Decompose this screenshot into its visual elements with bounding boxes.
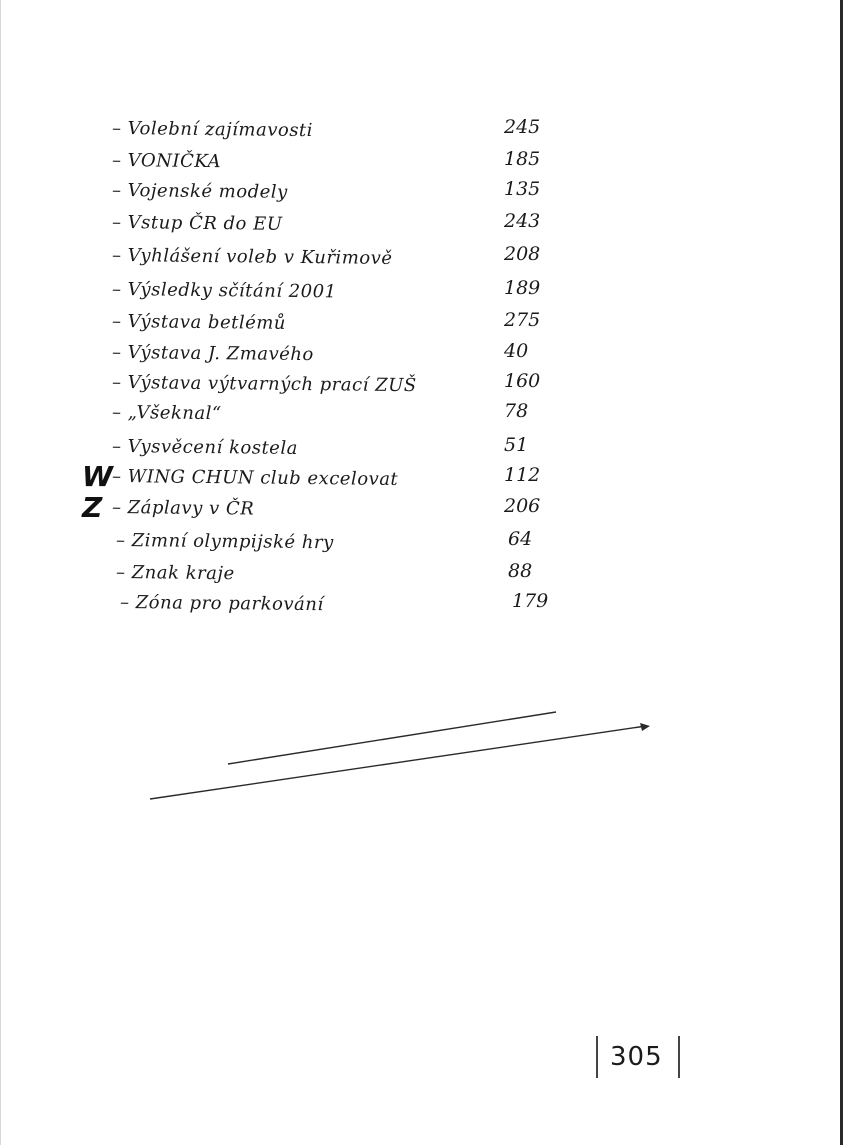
index-letter: W <box>82 460 113 493</box>
entry-label: – WING CHUN club excelovat <box>111 466 399 490</box>
entry-page: 40 <box>504 340 529 362</box>
entry-page: 78 <box>504 400 529 422</box>
page-number-stamp <box>596 1036 680 1078</box>
entry-label: – Vyhlášení voleb v Kuřimově <box>111 245 393 269</box>
page-number: 305 <box>610 1042 663 1072</box>
index-letter: Z <box>82 491 103 524</box>
entry-page: 160 <box>504 370 541 392</box>
entry-page: 206 <box>504 495 541 517</box>
entry-label: – Výstava J. Zmavého <box>111 342 314 366</box>
entry-label: – „Všeknal“ <box>111 402 222 425</box>
entry-page: 243 <box>504 210 541 232</box>
entry-label: – Výstava betlémů <box>111 311 287 334</box>
entry-label: – Vojenské modely <box>111 180 288 203</box>
entry-label: – Volební zajímavosti <box>111 118 314 142</box>
arrowhead-icon <box>640 723 650 731</box>
entry-page: 51 <box>504 434 529 456</box>
entry-page: 64 <box>508 528 533 550</box>
closing-line-upper <box>228 712 556 764</box>
entry-label: – Výstava výtvarných prací ZUŠ <box>111 372 417 397</box>
entry-page: 112 <box>504 464 541 486</box>
entry-label: – Vstup ČR do EU <box>111 212 283 235</box>
entry-page: 179 <box>512 590 549 612</box>
entry-label: – Vysvěcení kostela <box>111 436 298 459</box>
entry-page: 135 <box>504 178 541 200</box>
entry-label: – Záplavy v ČR <box>111 497 255 520</box>
entry-label: – Zóna pro parkování <box>119 592 324 616</box>
entry-page: 245 <box>504 116 541 138</box>
entry-page: 208 <box>504 243 541 265</box>
entry-page: 189 <box>504 277 541 299</box>
entry-page: 88 <box>508 560 533 582</box>
entry-label: – Výsledky sčítání 2001 <box>111 279 337 303</box>
entry-label: – Znak kraje <box>115 562 235 585</box>
entry-page: 275 <box>504 309 541 331</box>
entry-label: – Zimní olympijské hry <box>115 530 334 554</box>
entry-page: 185 <box>504 148 541 170</box>
entry-label: – VONIČKA <box>111 150 222 173</box>
